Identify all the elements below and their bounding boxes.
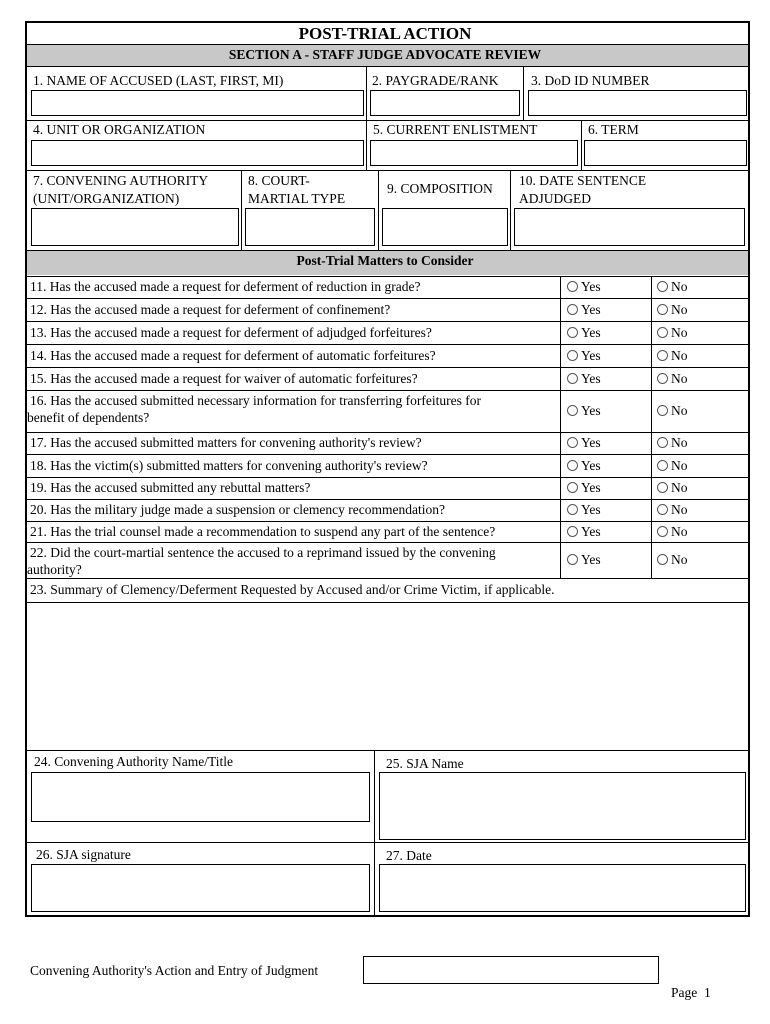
divider bbox=[510, 170, 511, 250]
label-date: 27. Date bbox=[386, 848, 432, 863]
no-radio[interactable] bbox=[657, 350, 668, 361]
yes-radio[interactable] bbox=[567, 482, 578, 493]
label-date-sentence-adjudged-2: ADJUDGED bbox=[519, 191, 591, 206]
label-convening-authority: 7. CONVENING AUTHORITY bbox=[33, 173, 209, 188]
no-label: No bbox=[671, 502, 688, 517]
court-martial-type-field[interactable] bbox=[245, 208, 375, 246]
no-label: No bbox=[671, 480, 688, 495]
divider bbox=[27, 298, 748, 299]
yes-radio[interactable] bbox=[567, 437, 578, 448]
divider bbox=[378, 170, 379, 250]
label-convening-authority-action: Convening Authority's Action and Entry of Judgment bbox=[30, 963, 319, 978]
divider bbox=[27, 344, 748, 345]
convening-authority-field[interactable] bbox=[31, 208, 239, 246]
label-convening-authority-name-title: 24. Convening Authority Name/Title bbox=[34, 754, 233, 769]
question-text: 13. Has the accused made a request for deferment of adjudged forfeitures? bbox=[30, 325, 432, 340]
question-text: 11. Has the accused made a request for deferment of reduction in grade? bbox=[30, 279, 421, 294]
yes-radio[interactable] bbox=[567, 373, 578, 384]
no-label: No bbox=[671, 371, 688, 386]
page-title: POST-TRIAL ACTION bbox=[298, 24, 472, 43]
divider bbox=[523, 67, 524, 120]
no-radio[interactable] bbox=[657, 327, 668, 338]
label-summary: 23. Summary of Clemency/Deferment Requested by Accused and/or Crime Victim, if applicable. bbox=[30, 582, 555, 597]
dod-id-number-field[interactable] bbox=[528, 90, 747, 116]
question-text: 18. Has the victim(s) submitted matters for convening authority's review? bbox=[30, 458, 428, 473]
current-enlistment-field[interactable] bbox=[370, 140, 578, 166]
no-radio[interactable] bbox=[657, 526, 668, 537]
yes-label: Yes bbox=[581, 279, 601, 294]
yes-radio[interactable] bbox=[567, 460, 578, 471]
section-a-heading: SECTION A - STAFF JUDGE ADVOCATE REVIEW bbox=[228, 47, 542, 62]
paygrade-rank-field[interactable] bbox=[370, 90, 520, 116]
no-radio[interactable] bbox=[657, 281, 668, 292]
name-of-accused-field[interactable] bbox=[31, 90, 364, 116]
yes-label: Yes bbox=[581, 348, 601, 363]
divider bbox=[27, 477, 748, 478]
divider bbox=[27, 842, 748, 843]
date-field[interactable] bbox=[379, 864, 746, 912]
divider bbox=[27, 120, 748, 121]
no-radio[interactable] bbox=[657, 460, 668, 471]
divider bbox=[366, 120, 367, 170]
yes-radio[interactable] bbox=[567, 554, 578, 565]
divider bbox=[27, 521, 748, 522]
page-word: Page bbox=[671, 985, 698, 1000]
label-sja-signature: 26. SJA signature bbox=[36, 847, 131, 862]
convening-authority-action-field[interactable] bbox=[363, 956, 659, 984]
yes-label: Yes bbox=[581, 480, 601, 495]
divider bbox=[27, 390, 748, 391]
sja-signature-field[interactable] bbox=[31, 864, 370, 912]
question-text: 20. Has the military judge made a suspension or clemency recommendation? bbox=[30, 502, 445, 517]
label-paygrade-rank: 2. PAYGRADE/RANK bbox=[372, 73, 499, 88]
question-text: 22. Did the court-martial sentence the accused to a reprimand issued by the convening bbox=[30, 545, 496, 560]
yes-label: Yes bbox=[581, 302, 601, 317]
question-text: 17. Has the accused submitted matters for convening authority's review? bbox=[30, 435, 422, 450]
question-text: 15. Has the accused made a request for waiver of automatic forfeitures? bbox=[30, 371, 418, 386]
divider bbox=[27, 44, 748, 45]
no-radio[interactable] bbox=[657, 554, 668, 565]
yes-label: Yes bbox=[581, 371, 601, 386]
no-label: No bbox=[671, 403, 688, 418]
page-number: 1 bbox=[704, 985, 711, 1000]
convening-authority-name-field[interactable] bbox=[31, 772, 370, 822]
label-term: 6. TERM bbox=[588, 122, 639, 137]
question-text: 21. Has the trial counsel made a recommendation to suspend any part of the sentence? bbox=[30, 524, 496, 539]
question-text: 19. Has the accused submitted any rebuttal matters? bbox=[30, 480, 311, 495]
yes-label: Yes bbox=[581, 435, 601, 450]
no-label: No bbox=[671, 348, 688, 363]
no-radio[interactable] bbox=[657, 482, 668, 493]
no-label: No bbox=[671, 552, 688, 567]
no-radio[interactable] bbox=[657, 304, 668, 315]
question-text: 14. Has the accused made a request for deferment of automatic forfeitures? bbox=[30, 348, 436, 363]
yes-label: Yes bbox=[581, 403, 601, 418]
matters-heading: Post-Trial Matters to Consider bbox=[296, 253, 474, 268]
no-radio[interactable] bbox=[657, 405, 668, 416]
label-sja-name: 25. SJA Name bbox=[386, 756, 464, 771]
unit-or-organization-field[interactable] bbox=[31, 140, 364, 166]
yes-radio[interactable] bbox=[567, 327, 578, 338]
yes-radio[interactable] bbox=[567, 304, 578, 315]
divider bbox=[241, 170, 242, 250]
question-text-continued: benefit of dependents? bbox=[27, 410, 150, 425]
divider bbox=[27, 454, 748, 455]
question-text: 12. Has the accused made a request for deferment of confinement? bbox=[30, 302, 391, 317]
no-radio[interactable] bbox=[657, 437, 668, 448]
no-label: No bbox=[671, 435, 688, 450]
yes-radio[interactable] bbox=[567, 281, 578, 292]
no-label: No bbox=[671, 302, 688, 317]
composition-field[interactable] bbox=[382, 208, 508, 246]
yes-label: Yes bbox=[581, 325, 601, 340]
divider bbox=[366, 67, 367, 120]
question-text: 16. Has the accused submitted necessary information for transferring forfeitures for bbox=[30, 393, 481, 408]
summary-field[interactable] bbox=[27, 603, 748, 749]
no-label: No bbox=[671, 279, 688, 294]
page-label bbox=[671, 985, 711, 1001]
no-label: No bbox=[671, 524, 688, 539]
divider bbox=[27, 276, 748, 277]
yes-label: Yes bbox=[581, 458, 601, 473]
no-radio[interactable] bbox=[657, 504, 668, 515]
term-field[interactable] bbox=[584, 140, 747, 166]
divider bbox=[581, 120, 582, 170]
divider bbox=[27, 499, 748, 500]
date-sentence-adjudged-field[interactable] bbox=[514, 208, 745, 246]
yes-label: Yes bbox=[581, 552, 601, 567]
divider bbox=[27, 170, 748, 171]
label-convening-authority-2: (UNIT/ORGANIZATION) bbox=[33, 191, 180, 206]
yes-label: Yes bbox=[581, 502, 601, 517]
divider bbox=[27, 432, 748, 433]
divider bbox=[27, 750, 748, 751]
label-current-enlistment: 5. CURRENT ENLISTMENT bbox=[373, 122, 538, 137]
label-court-martial-type-2: MARTIAL TYPE bbox=[248, 191, 346, 206]
yes-radio[interactable] bbox=[567, 405, 578, 416]
yes-label: Yes bbox=[581, 524, 601, 539]
no-label: No bbox=[671, 325, 688, 340]
label-name-of-accused: 1. NAME OF ACCUSED (LAST, FIRST, MI) bbox=[33, 73, 284, 88]
divider bbox=[27, 578, 748, 579]
divider bbox=[27, 542, 748, 543]
label-date-sentence-adjudged: 10. DATE SENTENCE bbox=[519, 173, 647, 188]
yes-radio[interactable] bbox=[567, 350, 578, 361]
no-label: No bbox=[671, 458, 688, 473]
label-unit-or-organization: 4. UNIT OR ORGANIZATION bbox=[33, 122, 206, 137]
divider bbox=[27, 321, 748, 322]
divider bbox=[27, 367, 748, 368]
question-text-continued: authority? bbox=[27, 562, 82, 577]
label-composition: 9. COMPOSITION bbox=[387, 181, 493, 196]
no-radio[interactable] bbox=[657, 373, 668, 384]
divider bbox=[27, 66, 748, 67]
label-court-martial-type: 8. COURT- bbox=[248, 173, 310, 188]
divider bbox=[374, 750, 375, 916]
sja-name-field[interactable] bbox=[379, 772, 746, 840]
label-dod-id-number: 3. DoD ID NUMBER bbox=[531, 73, 650, 88]
yes-radio[interactable] bbox=[567, 504, 578, 515]
yes-radio[interactable] bbox=[567, 526, 578, 537]
